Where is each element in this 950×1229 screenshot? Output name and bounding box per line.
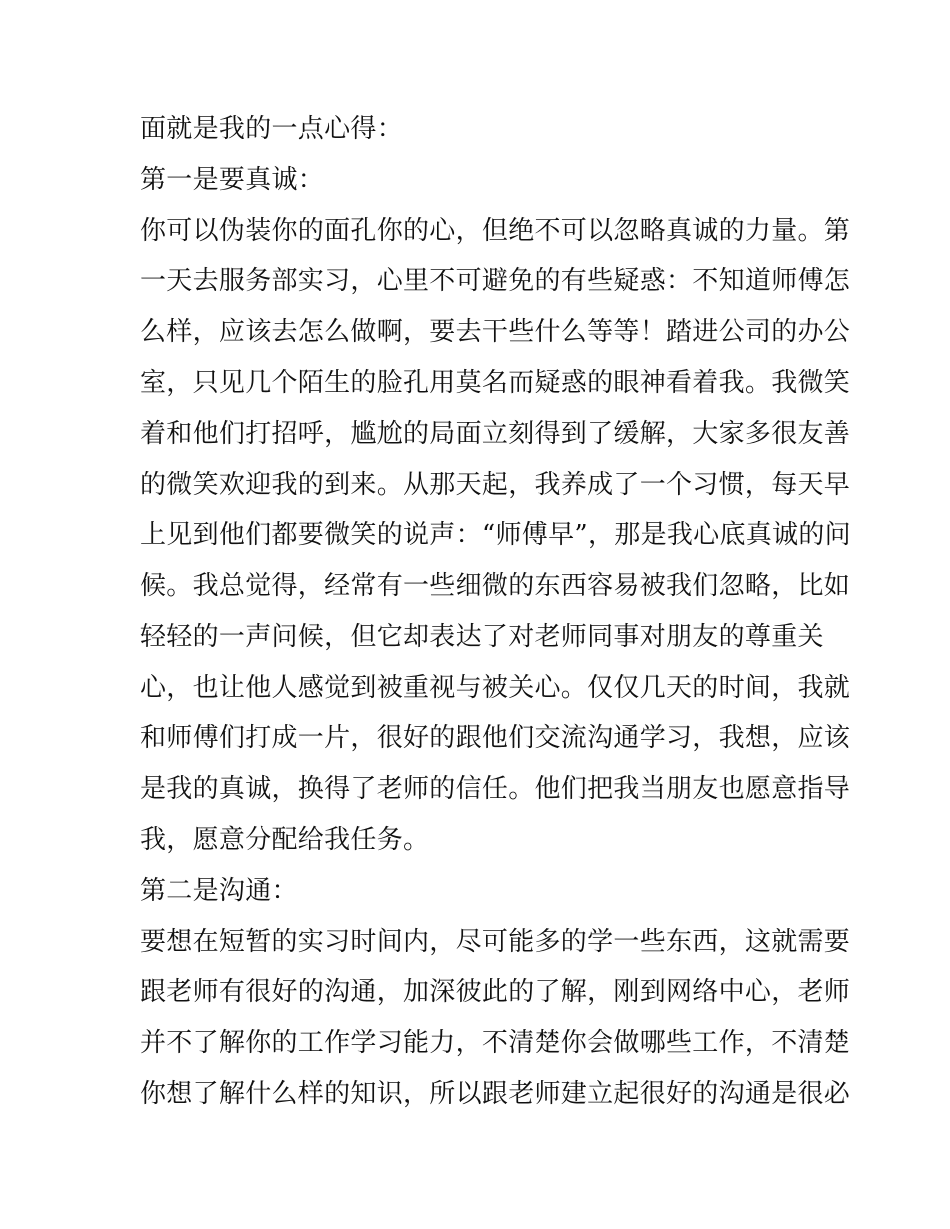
text-line: 的微笑欢迎我的到来。从那天起，我养成了一个习惯，每天早 [140,470,851,500]
text-line: 么样，应该去怎么做啊，要去干些什么等等！踏进公司的办公 [140,317,851,347]
text-line: 并不了解你的工作学习能力，不清楚你会做哪些工作，不清楚 [140,1028,851,1058]
text-line: 着和他们打招呼，尴尬的局面立刻得到了缓解，大家多很友善 [140,419,851,449]
text-line: 和师傅们打成一片，很好的跟他们交流沟通学习，我想，应该 [140,723,851,753]
text-line: 室，只见几个陌生的脸孔用莫名而疑惑的眼神看着我。我微笑 [140,368,851,398]
section-heading: 第二是沟通： [140,876,298,906]
text-line: 是我的真诚，换得了老师的信任。他们把我当朋友也愿意指导 [140,774,851,804]
text-line: 你想了解什么样的知识，所以跟老师建立起很好的沟通是很必 [140,1079,851,1109]
text-line: 跟老师有很好的沟通，加深彼此的了解，刚到网络中心，老师 [140,977,851,1007]
text-line: 一天去服务部实习，心里不可避免的有些疑惑：不知道师傅怎 [140,266,851,296]
text-line: 你可以伪装你的面孔你的心，但绝不可以忽略真诚的力量。第 [140,216,851,246]
text-line: 我，愿意分配给我任务。 [140,825,430,855]
text-line: 候。我总觉得，经常有一些细微的东西容易被我们忽略，比如 [140,571,851,601]
text-line: 心，也让他人感觉到被重视与被关心。仅仅几天的时间，我就 [140,673,851,703]
text-line: 面就是我的一点心得： [140,114,404,144]
section-heading: 第一是要真诚： [140,165,325,195]
text-line: 轻轻的一声问候，但它却表达了对老师同事对朋友的尊重关 [140,622,824,652]
text-line: 上见到他们都要微笑的说声：“师傅早”，那是我心底真诚的问 [140,520,851,550]
text-line: 要想在短暂的实习时间内，尽可能多的学一些东西，这就需要 [140,927,851,957]
